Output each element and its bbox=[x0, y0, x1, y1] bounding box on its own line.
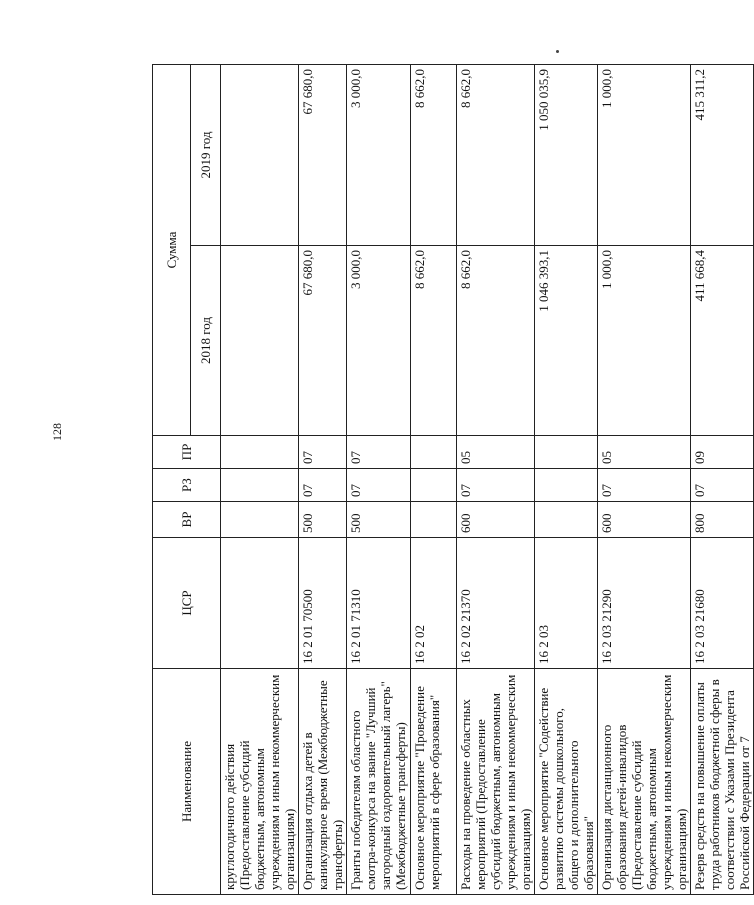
header-sum: Сумма bbox=[153, 65, 191, 436]
table-row bbox=[691, 65, 754, 895]
row-csr: 16 2 01 70500 bbox=[299, 538, 347, 669]
row-sum-2019: 415 311,2 bbox=[691, 65, 754, 246]
row-vr: 800 bbox=[691, 502, 754, 538]
row-csr: 16 2 03 bbox=[535, 538, 598, 669]
header-year-2019: 2019 год bbox=[191, 65, 221, 246]
table-row bbox=[347, 65, 411, 895]
row-sum-2018: 1 000,0 bbox=[598, 246, 691, 436]
row-pr bbox=[411, 436, 457, 469]
row-vr: 600 bbox=[457, 502, 535, 538]
row-rz bbox=[411, 469, 457, 502]
row-rz bbox=[221, 469, 299, 502]
row-csr: 16 2 03 21290 bbox=[598, 538, 691, 669]
row-vr: 500 bbox=[347, 502, 411, 538]
row-vr bbox=[411, 502, 457, 538]
header-pr: ПР bbox=[153, 436, 221, 469]
row-name: Организация отдыха детей в каникулярное время (Межбюджетные трансферты) bbox=[299, 669, 347, 895]
row-rz bbox=[535, 469, 598, 502]
table-row bbox=[598, 65, 691, 895]
row-name: Гранты победителям областного смотра-конкурса на звание "Лучший загородный оздоровительный лагерь" (Межбюджетные трансферты) bbox=[347, 669, 411, 895]
row-rz: 07 bbox=[598, 469, 691, 502]
row-csr: 16 2 02 21370 bbox=[457, 538, 535, 669]
row-pr: 05 bbox=[457, 436, 535, 469]
row-pr: 07 bbox=[299, 436, 347, 469]
row-sum-2019: 1 000,0 bbox=[598, 65, 691, 246]
row-name: Резерв средств на повышение оплаты труда работников бюджетной сферы в соответствии с Указами Президента Российской Федерации от 7 bbox=[691, 669, 754, 895]
table-row bbox=[535, 65, 598, 895]
row-vr: 600 bbox=[598, 502, 691, 538]
table-row bbox=[411, 65, 457, 895]
row-sum-2019: 67 680,0 bbox=[299, 65, 347, 246]
row-sum-2018 bbox=[221, 246, 299, 436]
scan-speck bbox=[556, 50, 559, 53]
row-rz: 07 bbox=[457, 469, 535, 502]
row-vr bbox=[535, 502, 598, 538]
page-number: 128 bbox=[50, 423, 64, 441]
header-year-2018: 2018 год bbox=[191, 246, 221, 436]
rotated-page-content bbox=[152, 65, 752, 895]
row-name: круглогодичного действия (Предоставление субсидий бюджетным, автономным учреждениям и иным некоммерческим организациям) bbox=[221, 669, 299, 895]
row-name: Основное мероприятие "Содействие развитию системы дошкольного, общего и дополнительного образования" bbox=[535, 669, 598, 895]
row-sum-2018: 67 680,0 bbox=[299, 246, 347, 436]
budget-table bbox=[152, 64, 754, 895]
row-pr bbox=[221, 436, 299, 469]
row-sum-2019: 8 662,0 bbox=[411, 65, 457, 246]
table-body bbox=[221, 65, 754, 895]
table-row bbox=[221, 65, 299, 895]
row-name: Расходы на проведение областных мероприятий (Предоставление субсидий бюджетным, автономным учреждениям и иным некоммерческим организациям) bbox=[457, 669, 535, 895]
table-row bbox=[457, 65, 535, 895]
row-sum-2018: 1 046 393,1 bbox=[535, 246, 598, 436]
table-row bbox=[299, 65, 347, 895]
row-csr: 16 2 02 bbox=[411, 538, 457, 669]
row-pr bbox=[535, 436, 598, 469]
row-pr: 05 bbox=[598, 436, 691, 469]
row-sum-2018: 3 000,0 bbox=[347, 246, 411, 436]
header-rz: РЗ bbox=[153, 469, 221, 502]
row-pr: 07 bbox=[347, 436, 411, 469]
row-sum-2019 bbox=[221, 65, 299, 246]
header-csr: ЦСР bbox=[153, 538, 221, 669]
row-csr: 16 2 01 71310 bbox=[347, 538, 411, 669]
row-rz: 07 bbox=[299, 469, 347, 502]
row-sum-2019: 8 662,0 bbox=[457, 65, 535, 246]
row-vr bbox=[221, 502, 299, 538]
row-sum-2018: 411 668,4 bbox=[691, 246, 754, 436]
header-vr: ВР bbox=[153, 502, 221, 538]
header-name: Наименование bbox=[153, 669, 221, 895]
row-sum-2018: 8 662,0 bbox=[457, 246, 535, 436]
row-csr: 16 2 03 21680 bbox=[691, 538, 754, 669]
row-sum-2018: 8 662,0 bbox=[411, 246, 457, 436]
row-sum-2019: 3 000,0 bbox=[347, 65, 411, 246]
row-vr: 500 bbox=[299, 502, 347, 538]
row-rz: 07 bbox=[347, 469, 411, 502]
row-csr bbox=[221, 538, 299, 669]
row-pr: 09 bbox=[691, 436, 754, 469]
header-row-1 bbox=[153, 65, 191, 895]
row-rz: 07 bbox=[691, 469, 754, 502]
row-sum-2019: 1 050 035,9 bbox=[535, 65, 598, 246]
row-name: Основное мероприятие "Проведение мероприятий в сфере образования" bbox=[411, 669, 457, 895]
row-name: Организация дистанционного образования детей-инвалидов (Предоставление субсидий бюджетным, автономным учреждениям и иным некоммерческим организациям) bbox=[598, 669, 691, 895]
